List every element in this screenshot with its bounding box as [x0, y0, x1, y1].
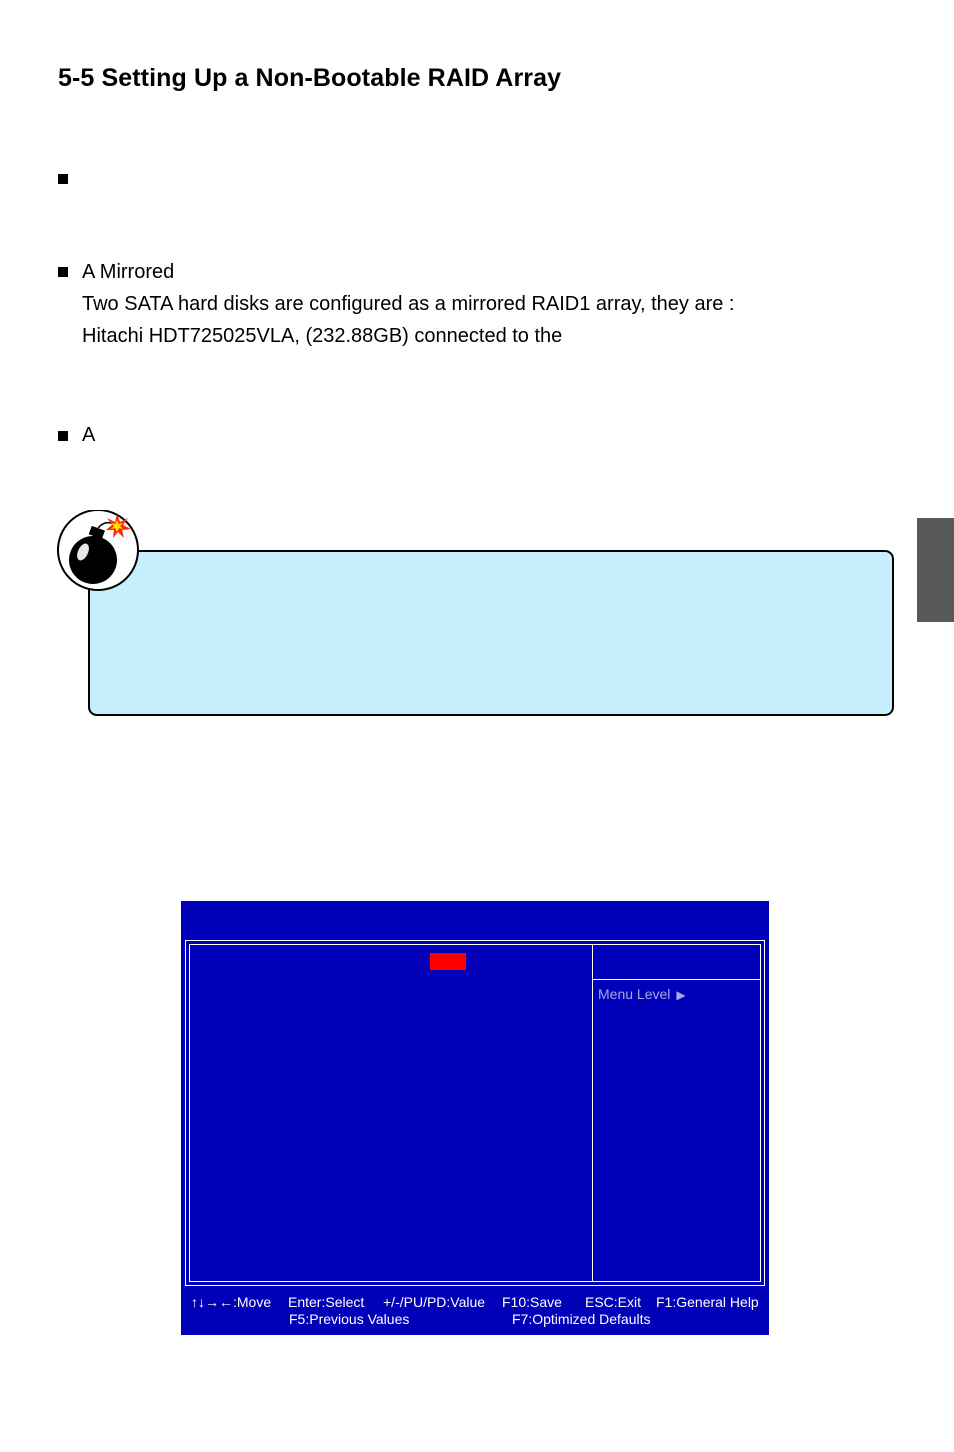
footer-previous: F5:Previous Values	[289, 1311, 410, 1327]
bios-screen	[181, 901, 769, 1335]
list-item-title: A Mirrored	[82, 261, 175, 283]
list-item-text: Hitachi HDT725025VLA, (232.88GB) connected to the	[82, 325, 563, 347]
list-item-text: A	[82, 424, 96, 446]
selected-field[interactable]	[430, 953, 466, 970]
triangle-right-icon: ▶	[676, 988, 686, 1002]
page-title: 5-5 Setting Up a Non-Bootable RAID Array	[58, 64, 562, 92]
footer-move: ↑↓→←:Move	[191, 1294, 272, 1310]
footer-optimized: F7:Optimized Defaults	[512, 1311, 651, 1327]
bullet-icon	[58, 174, 68, 184]
menu-level-label: Menu Level	[598, 986, 671, 1002]
note-box	[88, 550, 894, 716]
footer-value: +/-/PU/PD:Value	[383, 1294, 486, 1310]
list-item-text: Two SATA hard disks are configured as a mirrored RAID1 array, they are :	[82, 293, 735, 315]
footer-help: F1:General Help	[656, 1294, 759, 1310]
bomb-icon	[57, 510, 143, 594]
chapter-tab	[917, 518, 954, 622]
footer-save: F10:Save	[502, 1294, 562, 1310]
bullet-icon	[58, 431, 68, 441]
bios-footer	[181, 1294, 769, 1332]
footer-exit: ESC:Exit	[585, 1294, 642, 1310]
footer-select: Enter:Select	[288, 1294, 365, 1310]
menu-level	[598, 986, 686, 1002]
bullet-icon	[58, 267, 68, 277]
